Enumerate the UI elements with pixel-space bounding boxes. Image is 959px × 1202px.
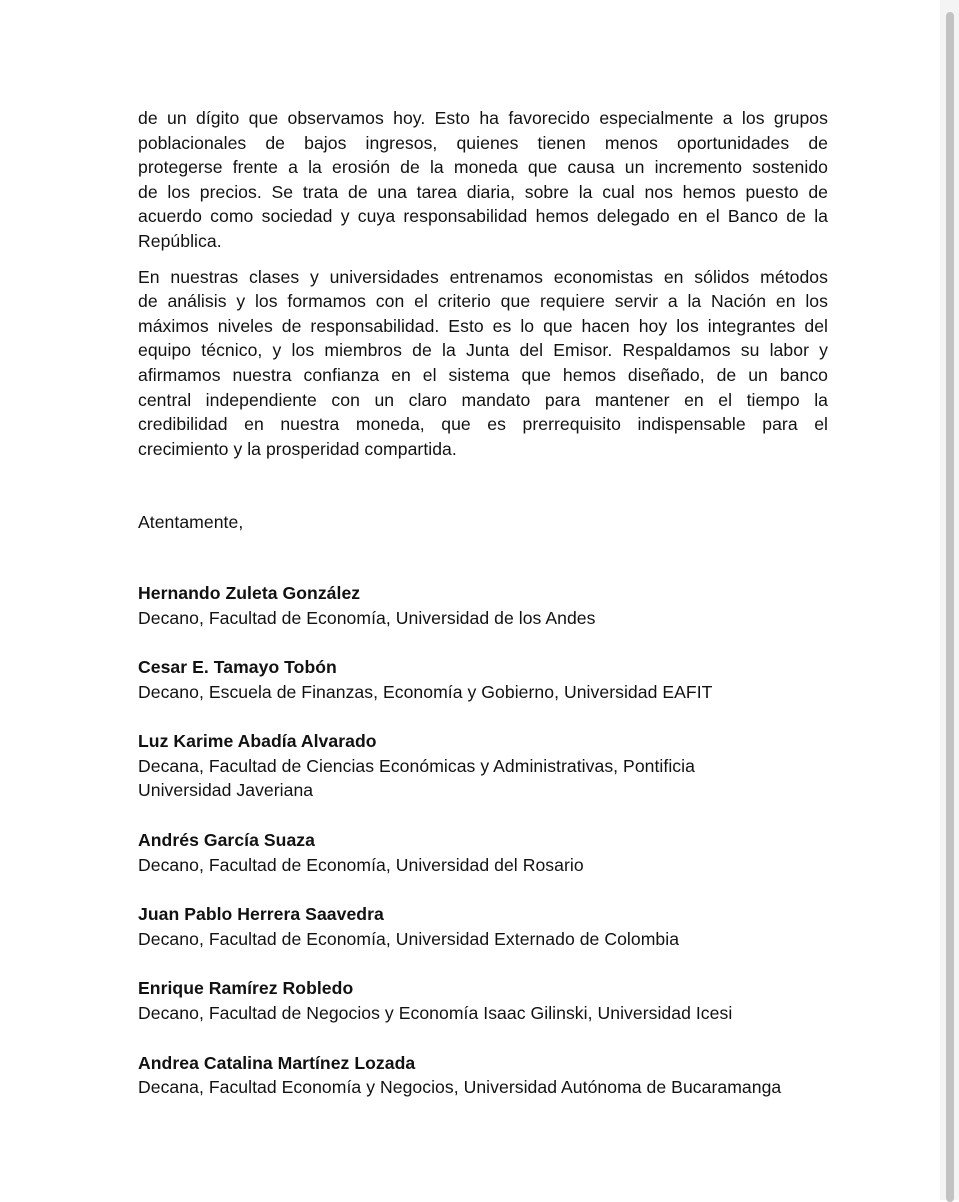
signatory-name: Andrés García Suaza	[138, 830, 315, 851]
signatory-name: Andrea Catalina Martínez Lozada	[138, 1052, 416, 1073]
closing-salutation: Atentamente,	[138, 512, 244, 533]
paragraph-2	[138, 265, 828, 462]
paragraph-line: afirmamos nuestra confianza en el sistema que hemos diseñado, de un banco	[138, 364, 828, 385]
signatory-name: Juan Pablo Herrera Saavedra	[138, 904, 384, 925]
vertical-scrollbar[interactable]	[940, 0, 959, 1200]
signatory	[138, 976, 828, 1025]
signatory-name: Hernando Zuleta González	[138, 582, 361, 603]
scrollbar-thumb[interactable]	[946, 12, 954, 1202]
paragraph-line: protegerse frente a la erosión de la moneda que causa un incremento sostenido	[138, 157, 828, 178]
signatory	[138, 1051, 828, 1100]
signatory-title: Decano, Facultad de Economía, Universidad de los Andes	[138, 607, 596, 628]
signatory-title: Decano, Facultad de Negocios y Economía Isaac Gilinski, Universidad Icesi	[138, 1003, 733, 1024]
signatory-title: Decano, Escuela de Finanzas, Economía y Gobierno, Universidad EAFIT	[138, 681, 713, 702]
paragraph-line: equipo técnico, y los miembros de la Junta del Emisor. Respaldamos su labor y	[138, 340, 828, 361]
signatory-title: Decano, Facultad de Economía, Universidad del Rosario	[138, 854, 584, 875]
signatory-title: Universidad Javeriana	[138, 780, 314, 801]
signatory-name: Luz Karime Abadía Alvarado	[138, 731, 377, 752]
paragraph-line: credibilidad en nuestra moneda, que es prerrequisito indispensable para el	[138, 414, 828, 435]
paragraph-line: crecimiento y la prosperidad compartida.	[138, 438, 457, 459]
signatory	[138, 902, 828, 951]
paragraph-line: República.	[138, 230, 222, 251]
signatory	[138, 581, 828, 630]
paragraph-line: En nuestras clases y universidades entrenamos economistas en sólidos métodos	[138, 266, 828, 287]
paragraph-line: de los precios. Se trata de una tarea diaria, sobre la cual nos hemos puesto de	[138, 181, 828, 202]
paragraph-line: poblacionales de bajos ingresos, quienes tienen menos oportunidades de	[138, 132, 828, 153]
paragraph-line: central independiente con un claro mandato para mantener en el tiempo la	[138, 389, 828, 410]
paragraph-line: de análisis y los formamos con el criterio que requiere servir a la Nación en los	[138, 291, 828, 312]
paragraph-line: de un dígito que observamos hoy. Esto ha favorecido especialmente a los grupos	[138, 108, 828, 128]
paragraph-1	[138, 106, 828, 254]
signatory	[138, 655, 828, 704]
paragraph-line: máximos niveles de responsabilidad. Esto es lo que hacen hoy los integrantes del	[138, 315, 828, 336]
signatory	[138, 729, 828, 803]
signatory-title: Decana, Facultad de Ciencias Económicas y Administrativas, Pontificia	[138, 755, 695, 776]
signatories-list	[138, 581, 828, 1100]
signatory	[138, 828, 828, 877]
signatory-name: Enrique Ramírez Robledo	[138, 978, 354, 999]
letter-body	[138, 106, 828, 1125]
signatory-name: Cesar E. Tamayo Tobón	[138, 657, 337, 678]
paragraph-line: acuerdo como sociedad y cuya responsabilidad hemos delegado en el Banco de la	[138, 206, 828, 227]
signatory-title: Decano, Facultad de Economía, Universidad Externado de Colombia	[138, 928, 680, 949]
signatory-title: Decana, Facultad Economía y Negocios, Universidad Autónoma de Bucaramanga	[138, 1077, 782, 1098]
